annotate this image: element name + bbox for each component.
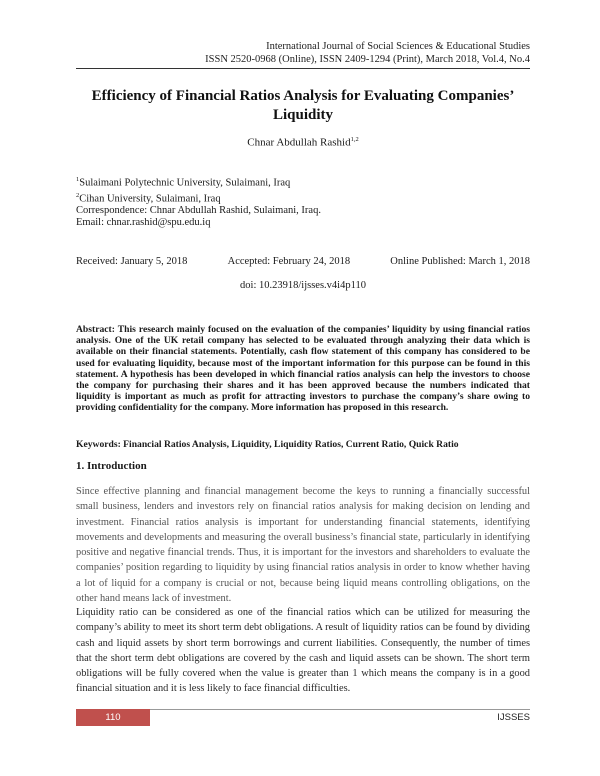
section-heading-introduction: 1. Introduction: [76, 460, 147, 472]
page-number: 110: [105, 712, 121, 723]
correspondence: Correspondence: Chnar Abdullah Rashid, Sulaimani, Iraq.: [76, 205, 321, 216]
running-header: [205, 40, 530, 66]
journal-abbreviation: IJSSES: [497, 712, 530, 723]
paper-title: [76, 87, 530, 125]
publication-dates: [76, 256, 530, 267]
keywords: Keywords: Financial Ratios Analysis, Liquidity, Liquidity Ratios, Current Ratio, Quick Ratio: [76, 439, 459, 450]
author-name: Chnar Abdullah Rashid: [247, 136, 351, 149]
doi[interactable]: doi: 10.23918/ijsses.v4i4p110: [240, 280, 366, 291]
header-rule: [76, 68, 530, 69]
issn-line: ISSN 2520-0968 (Online), ISSN 2409-1294 (Print), March 2018, Vol.4, No.4: [205, 54, 530, 65]
accepted-date: Accepted: February 24, 2018: [227, 256, 351, 267]
published-date: Online Published: March 1, 2018: [390, 256, 530, 267]
email[interactable]: Email: chnar.rashid@spu.edu.iq: [76, 217, 211, 228]
journal-name: International Journal of Social Sciences & Educational Studies: [266, 41, 530, 52]
author-line: [76, 136, 530, 149]
paragraph-2: Liquidity ratio can be considered as one of the financial ratios which can be utilized for measuring the company’s ability to meet its short term debt obligations. A result of liquidity ratios can be found by dividing cash and liquid assets by short term borrowings and current liabilities. Consequently, the number of times that the short term debt obligations are covered by the cash and liquid assets can be shown. The short term obligations will be fully covered when the value is greater than 1 which means the company is in a good financial situation and it is less likely to face financial difficulties.: [76, 607, 530, 695]
abstract: Abstract: This research mainly focused on the evaluation of the companies’ liquidity by using financial ratios analysis. One of the UK retail company has selected to be evaluated through analyzing their data which is available on their financial statements. Potentially, cash flow statement of this company has considered to be used for evaluating liquidity, because most of the important information for this purpose can be found in this statement. A hypothesis has been developed in which financial ratios analysis can help the investors to choose the company for purchasing their shares and it has been approved because the numbers indicated that liquidity is important as much as profit for attracting investors to purchase the company’s share owing to providing confidentiality for the company. More information has proposed in this research.: [76, 324, 530, 414]
affiliations-block: [76, 174, 321, 229]
page-number-box: [76, 709, 150, 726]
received-date: Received: January 5, 2018: [76, 256, 188, 267]
title-line-2: Liquidity: [272, 107, 334, 123]
author-superscript: 1,2: [350, 136, 359, 143]
affiliation-2: $^2$Cihan University, Sulaimani, Iraq: [76, 191, 221, 204]
paragraph-1: Since effective planning and financial management become the keys to running a financially successful small business, lenders and investors rely on financial ratios analysis for making decision on lending and investment. Financial ratios analysis is important for understanding financial statements, identifying movements and developments and measuring the overall business’s financial state, particularly in identifying positive and negative financial trends. Thus, it is important for the investors and shareholders to evaluate the companies’ position regarding to liquidity by using financial ratios analysis in order to know whether having a lot of liquid for a company is crucial or not, because being liquid means controlling obligations, on the other hand means lack of investment.: [76, 486, 530, 605]
affiliation-1: $^1$Sulaimani Polytechnic University, Sulaimani, Iraq: [76, 176, 291, 189]
title-line-1: Efficiency of Financial Ratios Analysis for Evaluating Companies’: [91, 88, 515, 104]
